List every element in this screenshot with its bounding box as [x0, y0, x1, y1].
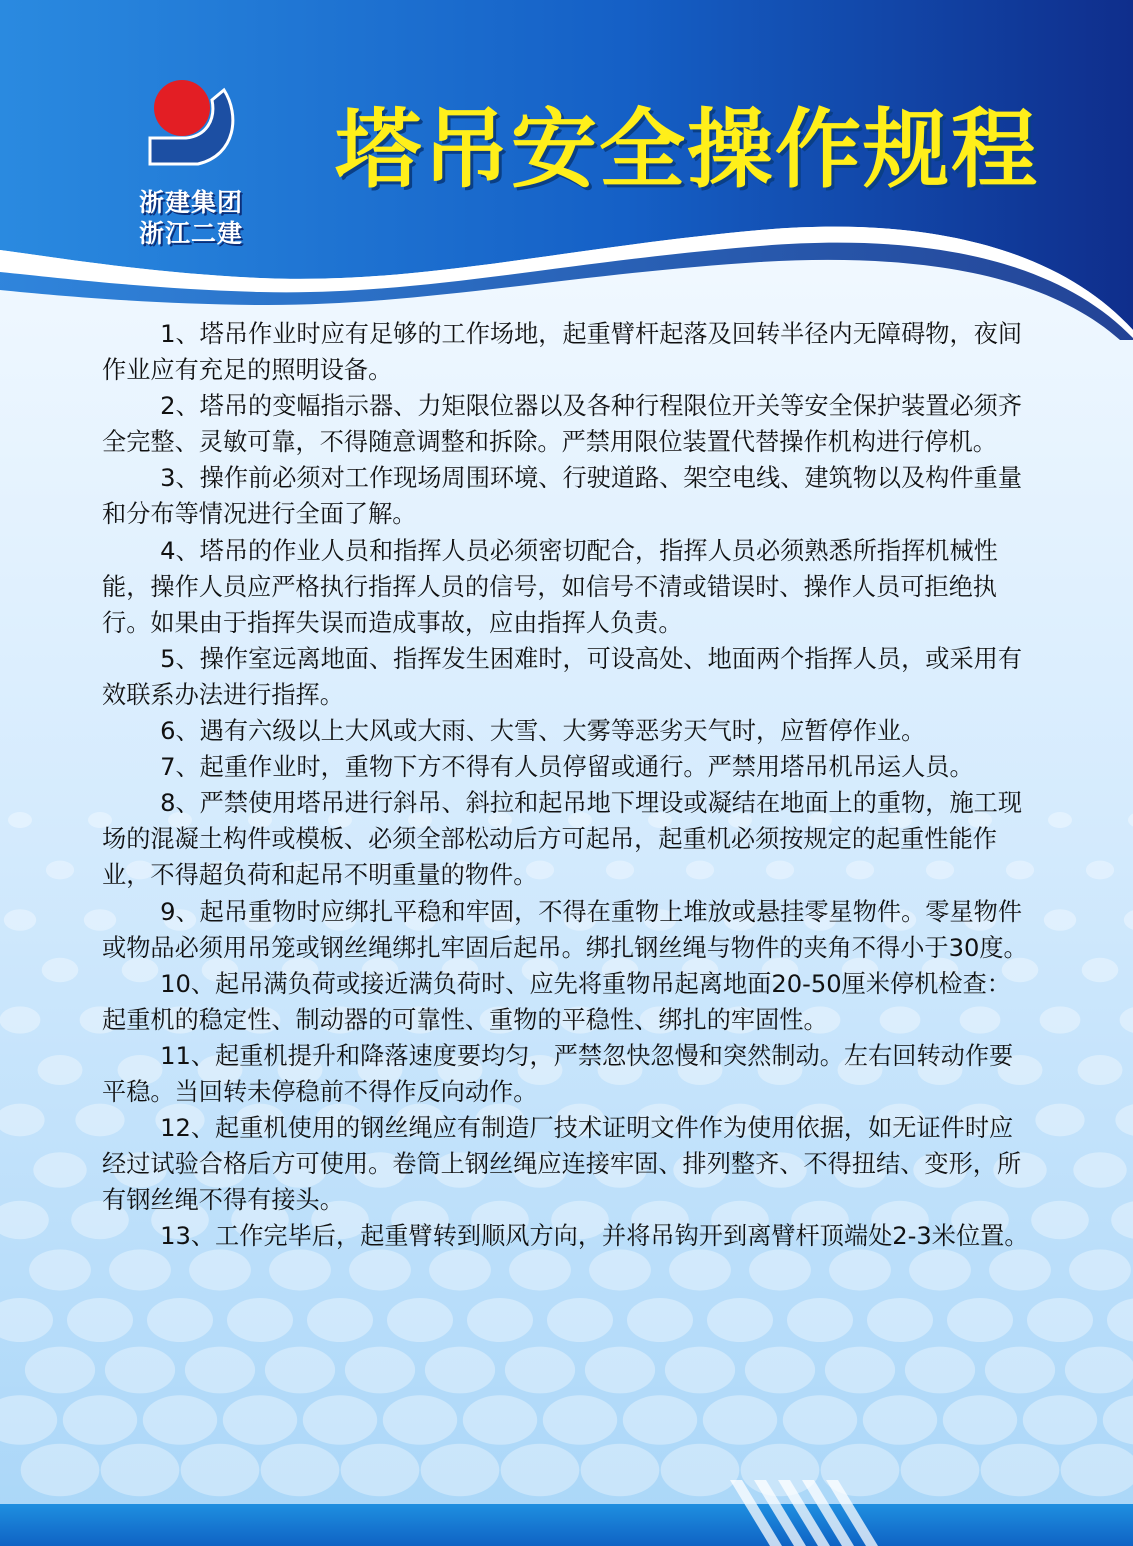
rule-item: 6、遇有六级以上大风或大雨、大雪、大雾等恶劣天气时，应暂停作业。	[160, 717, 926, 746]
page-title: 塔吊安全操作规程	[335, 100, 1039, 200]
background-dot	[623, 1395, 697, 1445]
background-dot	[1078, 1055, 1123, 1085]
background-dot	[421, 1444, 500, 1496]
background-dot	[905, 1347, 975, 1394]
background-dot	[867, 1298, 933, 1342]
bottom-stripes	[720, 1480, 920, 1546]
background-dot	[307, 1298, 373, 1342]
background-dot	[1044, 909, 1076, 931]
background-dot	[429, 1249, 491, 1290]
background-dot	[105, 1347, 175, 1394]
background-dot	[261, 1444, 340, 1496]
rule-item: 12、起重机使用的钢丝绳应有制造厂技术证明文件作为使用依据，如无证件时应经过试验合格后方可使用。卷筒上钢丝绳应连接牢固、排列整齐、不得扭结、变形，所有钢丝绳不得有接头。	[102, 1114, 1022, 1215]
background-dot	[981, 1444, 1060, 1496]
rule-item: 10、起吊满负荷或接近满负荷时、应先将重物吊起离地面20-50厘米停机检查：起重机的稳定性、制动器的可靠性、重物的平稳性、绑扎的牢固性。	[102, 969, 1011, 1034]
background-dot	[1082, 958, 1119, 982]
background-dot	[1023, 1395, 1097, 1445]
rule-item: 3、操作前必须对工作现场周围环境、行驶道路、架空电线、建筑物以及构件重量和分布等情况进行全面了解。	[102, 464, 1023, 529]
rule-item: 11、起重机提升和降落速度要均匀，严禁忽快忽慢和突然制动。左右回转动作要平稳。当回转未停稳前不得作反向动作。	[102, 1041, 1014, 1106]
background-dot	[143, 1395, 217, 1445]
background-dot	[829, 1249, 891, 1290]
background-dot	[33, 1152, 86, 1188]
background-dot	[8, 812, 32, 828]
rule-item: 2、塔吊的变幅指示器、力矩限位器以及各种行程限位开关等安全保护装置必须齐全完整、灵敏可靠，不得随意调整和拆除。严禁用限位装置代替操作机构进行停机。	[102, 392, 1023, 457]
background-dot	[345, 1347, 415, 1394]
background-dot	[543, 1395, 617, 1445]
background-dot	[0, 1104, 45, 1137]
background-dot	[0, 1201, 49, 1239]
background-dot	[1048, 812, 1072, 828]
background-dot	[783, 1395, 857, 1445]
background-dot	[909, 1249, 971, 1290]
background-dot	[42, 958, 79, 982]
background-dot	[1027, 1298, 1093, 1342]
background-dot	[745, 1347, 815, 1394]
background-dot	[501, 1444, 580, 1496]
background-dot	[665, 1347, 735, 1394]
background-dot	[863, 1395, 937, 1445]
background-dot	[46, 861, 74, 880]
logo-red-circle	[154, 80, 210, 136]
background-dot	[223, 1395, 297, 1445]
background-dot	[707, 1298, 773, 1342]
background-dot	[303, 1395, 377, 1445]
logo-text-company: 浙江二建	[138, 219, 243, 248]
background-dot	[21, 1444, 100, 1496]
background-dot	[63, 1395, 137, 1445]
background-dot	[425, 1347, 495, 1394]
rule-item: 4、塔吊的作业人员和指挥人员必须密切配合，指挥人员必须熟悉所指挥机械性能，操作人员应严格执行指挥人员的信号，如信号不清或错误时、操作人员可拒绝执行。如果由于指挥失误而造成事故，应由指挥人负责。	[102, 536, 998, 637]
background-dot	[1065, 1347, 1133, 1394]
background-dot	[1120, 1006, 1133, 1033]
background-dot	[463, 1395, 537, 1445]
background-dot	[1069, 1249, 1131, 1290]
background-dot	[269, 1249, 331, 1290]
background-dot	[25, 1347, 95, 1394]
background-dot	[1086, 861, 1114, 880]
background-dot	[1111, 1201, 1133, 1239]
background-dot	[1073, 1152, 1126, 1188]
background-dot	[1031, 1201, 1089, 1239]
background-dot	[383, 1395, 457, 1445]
background-dot	[947, 1298, 1013, 1342]
background-dot	[227, 1298, 293, 1342]
background-dot	[943, 1395, 1017, 1445]
background-dot	[989, 1249, 1051, 1290]
rule-item: 13、工作完毕后，起重臂转到顺风方向，并将吊钩开到离臂杆顶端处2-3米位置。	[160, 1222, 1029, 1251]
background-dot	[985, 1347, 1055, 1394]
background-dot	[4, 909, 36, 931]
background-dot	[0, 1298, 53, 1342]
background-dot	[1124, 909, 1133, 931]
background-dot	[509, 1249, 571, 1290]
rule-item: 8、严禁使用塔吊进行斜吊、斜拉和起吊地下埋设或凝结在地面上的重物，施工现场的混凝土构件或模板、必须全部松动后方可起吊，起重机必须按规定的起重性能作业，不得超负荷和起吊不明重量的物件。	[102, 789, 1023, 890]
background-dot	[1103, 1395, 1133, 1445]
background-dot	[67, 1298, 133, 1342]
background-dot	[749, 1249, 811, 1290]
background-dot	[627, 1298, 693, 1342]
background-dot	[669, 1249, 731, 1290]
background-dot	[547, 1298, 613, 1342]
rule-item: 9、起吊重物时应绑扎平稳和牢固，不得在重物上堆放或悬挂零星物件。零星物件或物品必须用吊笼或钢丝绳绑扎牢固后起吊。绑扎钢丝绳与物件的夹角不得小于30度。	[102, 897, 1028, 962]
background-dot	[109, 1249, 171, 1290]
background-dot	[349, 1249, 411, 1290]
background-dot	[1035, 1104, 1084, 1137]
background-dot	[265, 1347, 335, 1394]
background-dot	[185, 1347, 255, 1394]
background-dot	[29, 1249, 91, 1290]
background-dot	[589, 1249, 651, 1290]
background-dot	[703, 1395, 777, 1445]
background-dot	[787, 1298, 853, 1342]
background-dot	[1128, 812, 1133, 828]
rule-item: 5、操作室远离地面、指挥发生困难时，可设高处、地面两个指挥人员，或采用有效联系办法进行指挥。	[102, 644, 1023, 709]
background-dot	[181, 1444, 260, 1496]
logo-text-group: 浙建集团	[138, 188, 243, 217]
background-dot	[38, 1055, 83, 1085]
background-dot	[1061, 1444, 1133, 1496]
background-dot	[467, 1298, 533, 1342]
bottom-band	[0, 1504, 1133, 1546]
background-dot	[1107, 1298, 1133, 1342]
background-dot	[0, 1395, 57, 1445]
background-dot	[101, 1444, 180, 1496]
background-dot	[581, 1444, 660, 1496]
background-dot	[1040, 1006, 1081, 1033]
background-dot	[505, 1347, 575, 1394]
rule-item: 1、塔吊作业时应有足够的工作场地，起重臂杆起落及回转半径内无障碍物，夜间作业应有充足的照明设备。	[102, 320, 1023, 385]
background-dot	[1115, 1104, 1133, 1137]
background-dot	[147, 1298, 213, 1342]
rule-item: 7、起重作业时，重物下方不得有人员停留或通行。严禁用塔吊机吊运人员。	[160, 753, 974, 782]
background-dot	[825, 1347, 895, 1394]
background-dot	[189, 1249, 251, 1290]
background-dot	[0, 1006, 40, 1033]
background-dot	[585, 1347, 655, 1394]
rules-list	[102, 316, 1032, 1254]
background-dot	[341, 1444, 420, 1496]
background-dot	[387, 1298, 453, 1342]
